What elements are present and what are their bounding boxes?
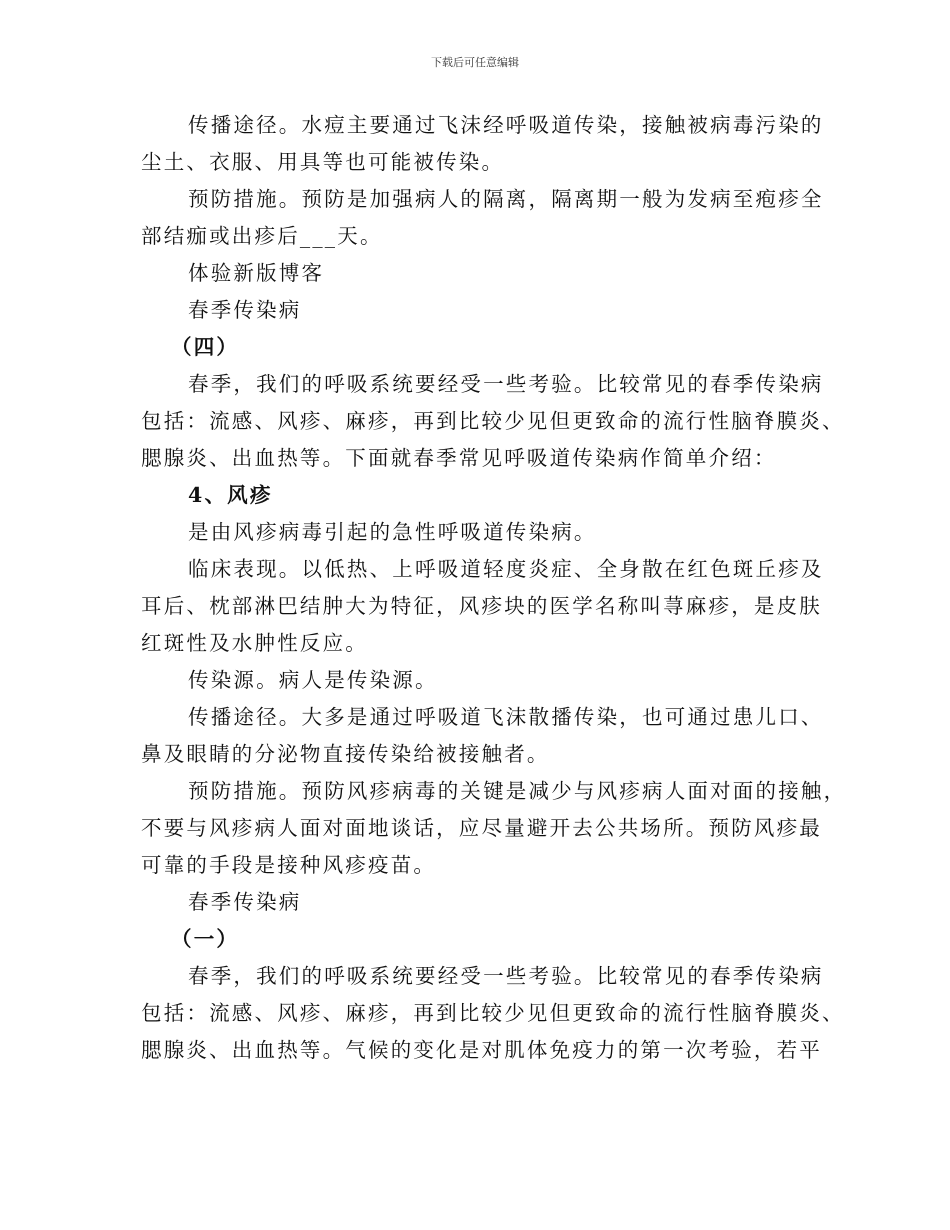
- paragraph-rubella-symptoms: [141, 551, 831, 662]
- text-line: 预防措施。预防风疹病毒的关键是减少与风疹病人面对面的接触，: [188, 779, 847, 803]
- text-line: 预防措施。预防是加强病人的隔离，隔离期一般为发病至疱疹全: [188, 187, 824, 211]
- paragraph-transmission-chickenpox: [141, 107, 831, 181]
- section-title-spring-diseases: [141, 292, 831, 329]
- heading-rubella: [141, 477, 831, 514]
- paragraph-spring-intro-2: [141, 958, 845, 1069]
- paragraph-prevention-chickenpox: [141, 181, 831, 255]
- text-line: 腮腺炎、出血热等。气候的变化是对肌体免疫力的第一次考验，若平: [141, 1038, 822, 1062]
- text-line: 是由风疹病毒引起的急性呼吸道传染病。: [188, 520, 597, 544]
- paragraph-rubella-transmission: [141, 699, 831, 773]
- section-number-four: [141, 329, 831, 366]
- document-body: [141, 107, 847, 1069]
- text-line: 传染源。病人是传染源。: [188, 668, 438, 692]
- text-line: （一）: [171, 927, 240, 951]
- text-line: 包括：流感、风疹、麻疹，再到比较少见但更致命的流行性脑脊膜炎、: [141, 409, 845, 433]
- text-line: 红斑性及水肿性反应。: [141, 631, 368, 655]
- text-line: 4、风疹: [188, 483, 273, 507]
- text-line: 体验新版博客: [188, 261, 325, 285]
- text-line: 春季传染病: [188, 890, 302, 914]
- text-line: 传播途径。水痘主要通过飞沫经呼吸道传染，接触被病毒污染的: [188, 113, 824, 137]
- text-line: 包括：流感、风疹、麻疹，再到比较少见但更致命的流行性脑脊膜炎、: [141, 1001, 845, 1025]
- text-line: 耳后、枕部淋巴结肿大为特征，风疹块的医学名称叫荨麻疹，是皮肤: [141, 594, 822, 618]
- text-line: 腮腺炎、出血热等。下面就春季常见呼吸道传染病作简单介绍：: [141, 446, 777, 470]
- text-line: 春季传染病: [188, 298, 302, 322]
- page-header: 下载后可任意编辑: [431, 56, 519, 69]
- text-line: 尘土、衣服、用具等也可能被传染。: [141, 150, 505, 174]
- text-line: 临床表现。以低热、上呼吸道轻度炎症、全身散在红色斑丘疹及: [188, 557, 824, 581]
- text-line: 传播途径。大多是通过呼吸道飞沫散播传染，也可通过患儿口、: [188, 705, 824, 729]
- text-line: 可靠的手段是接种风疹疫苗。: [141, 853, 437, 877]
- text-line: 不要与风疹病人面对面地谈话，应尽量避开去公共场所。预防风疹最: [141, 816, 822, 840]
- section-title-spring-diseases-2: [141, 884, 831, 921]
- paragraph-rubella-prevention: [141, 773, 847, 884]
- paragraph-spring-intro: [141, 366, 845, 477]
- section-number-one: [141, 921, 831, 958]
- paragraph-rubella-definition: [141, 514, 831, 551]
- text-line: （四）: [171, 335, 240, 359]
- text-line: 春季，我们的呼吸系统要经受一些考验。比较常见的春季传染病: [188, 964, 824, 988]
- text-line: 春季，我们的呼吸系统要经受一些考验。比较常见的春季传染病: [188, 372, 824, 396]
- paragraph-blog-link: [141, 255, 831, 292]
- paragraph-rubella-source: [141, 662, 831, 699]
- text-line: 部结痂或出疹后___天。: [141, 224, 383, 248]
- text-line: 鼻及眼睛的分泌物直接传染给被接触者。: [141, 742, 550, 766]
